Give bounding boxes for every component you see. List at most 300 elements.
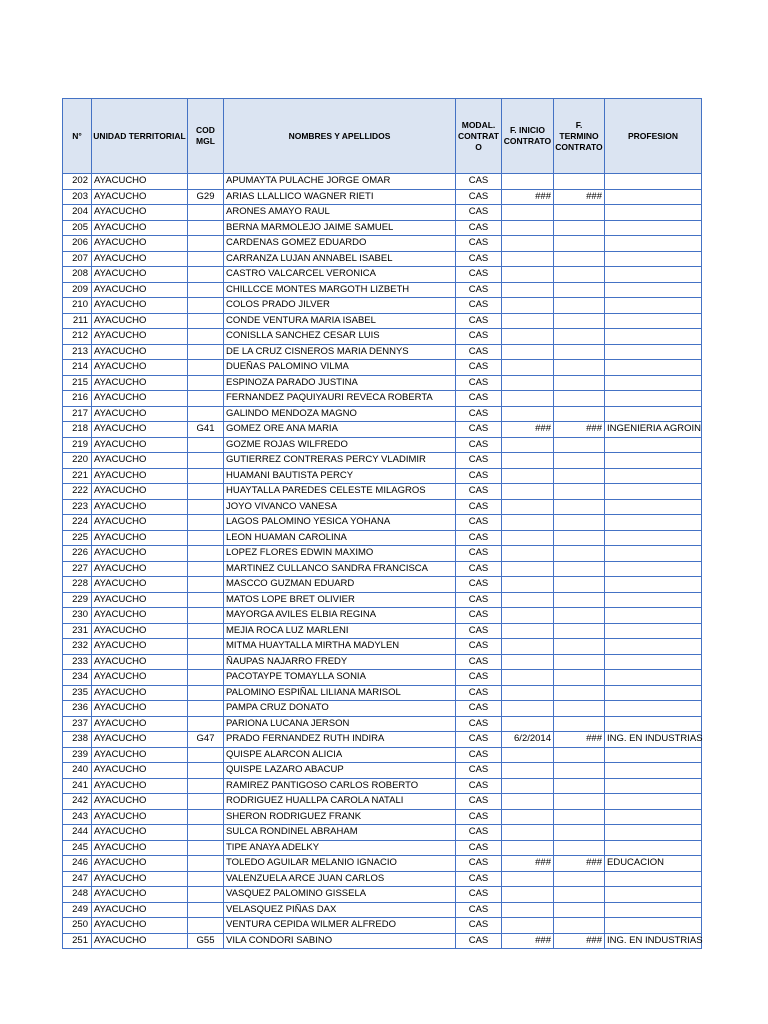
cell-nombre: CARRANZA LUJAN ANNABEL ISABEL xyxy=(224,251,456,267)
cell-fecha-termino xyxy=(554,236,605,252)
cell-number: 251 xyxy=(63,933,92,949)
cell-cod-mgl xyxy=(188,391,224,407)
cell-fecha-termino xyxy=(554,391,605,407)
cell-number: 235 xyxy=(63,685,92,701)
cell-fecha-inicio: 6/2/2014 xyxy=(502,732,554,748)
cell-fecha-inicio xyxy=(502,313,554,329)
table-row xyxy=(63,453,702,469)
table-row xyxy=(63,220,702,236)
cell-unidad: AYACUCHO xyxy=(92,902,188,918)
cell-number: 202 xyxy=(63,174,92,190)
cell-number: 221 xyxy=(63,468,92,484)
cell-fecha-termino xyxy=(554,375,605,391)
col-header-n: N° xyxy=(63,99,92,174)
cell-modalidad: CAS xyxy=(456,267,502,283)
cell-nombre: HUAYTALLA PAREDES CELESTE MILAGROS xyxy=(224,484,456,500)
cell-fecha-termino xyxy=(554,406,605,422)
cell-modalidad: CAS xyxy=(456,856,502,872)
cell-fecha-termino: ### xyxy=(554,732,605,748)
cell-nombre: PARIONA LUCANA JERSON xyxy=(224,716,456,732)
cell-number: 228 xyxy=(63,577,92,593)
cell-nombre: SHERON RODRIGUEZ FRANK xyxy=(224,809,456,825)
cell-cod-mgl xyxy=(188,220,224,236)
col-header-termino: F. TERMINO CONTRATO xyxy=(554,99,605,174)
cell-modalidad: CAS xyxy=(456,732,502,748)
cell-fecha-termino xyxy=(554,840,605,856)
cell-fecha-termino xyxy=(554,701,605,717)
cell-fecha-inicio xyxy=(502,530,554,546)
cell-number: 241 xyxy=(63,778,92,794)
cell-profesion xyxy=(605,747,702,763)
cell-modalidad: CAS xyxy=(456,530,502,546)
cell-fecha-inicio xyxy=(502,515,554,531)
cell-number: 246 xyxy=(63,856,92,872)
cell-fecha-inicio xyxy=(502,174,554,190)
cell-cod-mgl xyxy=(188,654,224,670)
table-row xyxy=(63,763,702,779)
cell-nombre: VILA CONDORI SABINO xyxy=(224,933,456,949)
cell-number: 240 xyxy=(63,763,92,779)
cell-cod-mgl xyxy=(188,437,224,453)
cell-fecha-termino: ### xyxy=(554,422,605,438)
cell-cod-mgl xyxy=(188,406,224,422)
cell-fecha-inicio xyxy=(502,871,554,887)
table-row xyxy=(63,871,702,887)
col-header-modal: MODAL. CONTRAT O xyxy=(456,99,502,174)
table-row xyxy=(63,313,702,329)
cell-nombre: LEON HUAMAN CAROLINA xyxy=(224,530,456,546)
cell-fecha-inicio xyxy=(502,468,554,484)
cell-nombre: TOLEDO AGUILAR MELANIO IGNACIO xyxy=(224,856,456,872)
cell-unidad: AYACUCHO xyxy=(92,406,188,422)
cell-unidad: AYACUCHO xyxy=(92,856,188,872)
cell-fecha-inicio xyxy=(502,918,554,934)
cell-fecha-termino xyxy=(554,918,605,934)
cell-fecha-termino: ### xyxy=(554,189,605,205)
cell-fecha-inicio xyxy=(502,608,554,624)
cell-fecha-inicio xyxy=(502,654,554,670)
cell-unidad: AYACUCHO xyxy=(92,561,188,577)
cell-number: 234 xyxy=(63,670,92,686)
cell-fecha-termino xyxy=(554,763,605,779)
cell-profesion xyxy=(605,267,702,283)
cell-profesion xyxy=(605,778,702,794)
cell-profesion: EDUCACION xyxy=(605,856,702,872)
table-row xyxy=(63,422,702,438)
table-row xyxy=(63,236,702,252)
cell-cod-mgl xyxy=(188,887,224,903)
cell-nombre: GUTIERREZ CONTRERAS PERCY VLADIMIR xyxy=(224,453,456,469)
cell-nombre: LAGOS PALOMINO YESICA YOHANA xyxy=(224,515,456,531)
cell-fecha-inicio xyxy=(502,701,554,717)
cell-fecha-inicio xyxy=(502,205,554,221)
cell-profesion xyxy=(605,763,702,779)
cell-modalidad: CAS xyxy=(456,236,502,252)
cell-fecha-termino xyxy=(554,329,605,345)
cell-fecha-termino xyxy=(554,515,605,531)
cell-cod-mgl xyxy=(188,577,224,593)
table-row xyxy=(63,530,702,546)
col-header-cod: COD MGL xyxy=(188,99,224,174)
cell-modalidad: CAS xyxy=(456,701,502,717)
cell-unidad: AYACUCHO xyxy=(92,298,188,314)
table-row xyxy=(63,251,702,267)
cell-modalidad: CAS xyxy=(456,329,502,345)
cell-fecha-inicio xyxy=(502,623,554,639)
cell-nombre: MITMA HUAYTALLA MIRTHA MADYLEN xyxy=(224,639,456,655)
table-row xyxy=(63,437,702,453)
cell-nombre: ÑAUPAS NAJARRO FREDY xyxy=(224,654,456,670)
cell-profesion xyxy=(605,499,702,515)
cell-profesion xyxy=(605,189,702,205)
table-row xyxy=(63,670,702,686)
cell-nombre: GOZME ROJAS WILFREDO xyxy=(224,437,456,453)
cell-number: 206 xyxy=(63,236,92,252)
col-header-profesion: PROFESION xyxy=(605,99,702,174)
cell-number: 233 xyxy=(63,654,92,670)
table-row xyxy=(63,577,702,593)
cell-number: 232 xyxy=(63,639,92,655)
cell-fecha-termino xyxy=(554,251,605,267)
table-row xyxy=(63,608,702,624)
cell-number: 229 xyxy=(63,592,92,608)
cell-unidad: AYACUCHO xyxy=(92,778,188,794)
table-row xyxy=(63,933,702,949)
cell-fecha-termino xyxy=(554,639,605,655)
cell-cod-mgl xyxy=(188,453,224,469)
table-row xyxy=(63,732,702,748)
cell-nombre: SULCA RONDINEL ABRAHAM xyxy=(224,825,456,841)
cell-unidad: AYACUCHO xyxy=(92,685,188,701)
table-row xyxy=(63,685,702,701)
cell-nombre: VASQUEZ PALOMINO GISSELA xyxy=(224,887,456,903)
cell-fecha-inicio xyxy=(502,251,554,267)
cell-fecha-termino xyxy=(554,902,605,918)
cell-cod-mgl xyxy=(188,623,224,639)
cell-unidad: AYACUCHO xyxy=(92,329,188,345)
cell-fecha-inicio xyxy=(502,546,554,562)
cell-number: 224 xyxy=(63,515,92,531)
cell-modalidad: CAS xyxy=(456,174,502,190)
cell-unidad: AYACUCHO xyxy=(92,825,188,841)
cell-fecha-inicio: ### xyxy=(502,933,554,949)
cell-profesion xyxy=(605,608,702,624)
cell-unidad: AYACUCHO xyxy=(92,701,188,717)
table-row xyxy=(63,329,702,345)
cell-number: 207 xyxy=(63,251,92,267)
cell-cod-mgl xyxy=(188,871,224,887)
cell-number: 213 xyxy=(63,344,92,360)
cell-cod-mgl xyxy=(188,360,224,376)
cell-fecha-termino xyxy=(554,561,605,577)
cell-fecha-termino xyxy=(554,344,605,360)
cell-nombre: PALOMINO ESPIÑAL LILIANA MARISOL xyxy=(224,685,456,701)
table-row xyxy=(63,623,702,639)
cell-cod-mgl xyxy=(188,236,224,252)
cell-number: 219 xyxy=(63,437,92,453)
cell-cod-mgl xyxy=(188,856,224,872)
cell-number: 214 xyxy=(63,360,92,376)
table-row xyxy=(63,484,702,500)
cell-profesion xyxy=(605,887,702,903)
cell-fecha-inicio xyxy=(502,360,554,376)
cell-cod-mgl xyxy=(188,639,224,655)
cell-modalidad: CAS xyxy=(456,437,502,453)
cell-unidad: AYACUCHO xyxy=(92,716,188,732)
cell-modalidad: CAS xyxy=(456,220,502,236)
cell-number: 204 xyxy=(63,205,92,221)
cell-cod-mgl xyxy=(188,608,224,624)
cell-nombre: PACOTAYPE TOMAYLLA SONIA xyxy=(224,670,456,686)
cell-nombre: CASTRO VALCARCEL VERONICA xyxy=(224,267,456,283)
table-row xyxy=(63,561,702,577)
cell-profesion xyxy=(605,468,702,484)
cell-fecha-termino xyxy=(554,623,605,639)
cell-modalidad: CAS xyxy=(456,887,502,903)
cell-nombre: MAYORGA AVILES ELBIA REGINA xyxy=(224,608,456,624)
cell-unidad: AYACUCHO xyxy=(92,422,188,438)
cell-modalidad: CAS xyxy=(456,902,502,918)
cell-number: 203 xyxy=(63,189,92,205)
cell-number: 227 xyxy=(63,561,92,577)
cell-unidad: AYACUCHO xyxy=(92,174,188,190)
cell-unidad: AYACUCHO xyxy=(92,639,188,655)
cell-fecha-inicio xyxy=(502,639,554,655)
cell-cod-mgl: G55 xyxy=(188,933,224,949)
cell-unidad: AYACUCHO xyxy=(92,220,188,236)
cell-profesion xyxy=(605,623,702,639)
cell-number: 247 xyxy=(63,871,92,887)
cell-number: 220 xyxy=(63,453,92,469)
cell-cod-mgl xyxy=(188,561,224,577)
cell-profesion xyxy=(605,298,702,314)
cell-fecha-termino xyxy=(554,778,605,794)
cell-nombre: DUEÑAS PALOMINO VILMA xyxy=(224,360,456,376)
table-row xyxy=(63,546,702,562)
cell-number: 237 xyxy=(63,716,92,732)
cell-cod-mgl xyxy=(188,716,224,732)
cell-nombre: ESPINOZA PARADO JUSTINA xyxy=(224,375,456,391)
cell-number: 209 xyxy=(63,282,92,298)
cell-unidad: AYACUCHO xyxy=(92,887,188,903)
cell-unidad: AYACUCHO xyxy=(92,360,188,376)
cell-number: 212 xyxy=(63,329,92,345)
cell-profesion xyxy=(605,902,702,918)
cell-nombre: TIPE ANAYA ADELKY xyxy=(224,840,456,856)
cell-cod-mgl xyxy=(188,174,224,190)
cell-number: 211 xyxy=(63,313,92,329)
cell-fecha-termino xyxy=(554,577,605,593)
cell-number: 248 xyxy=(63,887,92,903)
cell-fecha-inicio xyxy=(502,670,554,686)
cell-number: 243 xyxy=(63,809,92,825)
cell-fecha-inicio xyxy=(502,236,554,252)
cell-modalidad: CAS xyxy=(456,205,502,221)
cell-modalidad: CAS xyxy=(456,763,502,779)
cell-profesion xyxy=(605,205,702,221)
cell-fecha-termino xyxy=(554,530,605,546)
cell-number: 230 xyxy=(63,608,92,624)
cell-number: 242 xyxy=(63,794,92,810)
cell-nombre: MASCCO GUZMAN EDUARD xyxy=(224,577,456,593)
cell-fecha-termino xyxy=(554,592,605,608)
cell-modalidad: CAS xyxy=(456,282,502,298)
cell-unidad: AYACUCHO xyxy=(92,670,188,686)
cell-unidad: AYACUCHO xyxy=(92,732,188,748)
cell-unidad: AYACUCHO xyxy=(92,484,188,500)
table-row xyxy=(63,856,702,872)
cell-cod-mgl xyxy=(188,825,224,841)
table-row xyxy=(63,298,702,314)
table-row xyxy=(63,902,702,918)
cell-fecha-inicio xyxy=(502,716,554,732)
cell-nombre: CARDENAS GOMEZ EDUARDO xyxy=(224,236,456,252)
cell-unidad: AYACUCHO xyxy=(92,313,188,329)
table-row xyxy=(63,205,702,221)
cell-profesion xyxy=(605,654,702,670)
cell-fecha-termino xyxy=(554,282,605,298)
table-row xyxy=(63,499,702,515)
cell-nombre: ARIAS LLALLICO WAGNER RIETI xyxy=(224,189,456,205)
cell-nombre: RODRIGUEZ HUALLPA CAROLA NATALI xyxy=(224,794,456,810)
cell-nombre: MATOS LOPE BRET OLIVIER xyxy=(224,592,456,608)
cell-fecha-termino xyxy=(554,499,605,515)
cell-modalidad: CAS xyxy=(456,468,502,484)
cell-cod-mgl xyxy=(188,794,224,810)
cell-nombre: CONISLLA SANCHEZ CESAR LUIS xyxy=(224,329,456,345)
cell-profesion: ING. EN INDUSTRIAS xyxy=(605,933,702,949)
cell-unidad: AYACUCHO xyxy=(92,375,188,391)
cell-modalidad: CAS xyxy=(456,251,502,267)
cell-modalidad: CAS xyxy=(456,422,502,438)
cell-fecha-termino xyxy=(554,794,605,810)
cell-fecha-inicio: ### xyxy=(502,856,554,872)
cell-unidad: AYACUCHO xyxy=(92,763,188,779)
cell-cod-mgl xyxy=(188,763,224,779)
cell-fecha-inicio xyxy=(502,344,554,360)
cell-modalidad: CAS xyxy=(456,484,502,500)
cell-fecha-termino xyxy=(554,468,605,484)
cell-cod-mgl: G29 xyxy=(188,189,224,205)
cell-modalidad: CAS xyxy=(456,499,502,515)
cell-number: 208 xyxy=(63,267,92,283)
cell-cod-mgl xyxy=(188,282,224,298)
cell-cod-mgl xyxy=(188,918,224,934)
cell-nombre: CONDE VENTURA MARIA ISABEL xyxy=(224,313,456,329)
table-row xyxy=(63,809,702,825)
cell-modalidad: CAS xyxy=(456,654,502,670)
cell-fecha-termino xyxy=(554,716,605,732)
cell-number: 244 xyxy=(63,825,92,841)
cell-nombre: LOPEZ FLORES EDWIN MAXIMO xyxy=(224,546,456,562)
cell-cod-mgl xyxy=(188,530,224,546)
cell-nombre: HUAMANI BAUTISTA PERCY xyxy=(224,468,456,484)
cell-modalidad: CAS xyxy=(456,825,502,841)
cell-fecha-termino xyxy=(554,654,605,670)
cell-profesion xyxy=(605,592,702,608)
cell-nombre: JOYO VIVANCO VANESA xyxy=(224,499,456,515)
cell-profesion: ING. EN INDUSTRIAS xyxy=(605,732,702,748)
cell-modalidad: CAS xyxy=(456,608,502,624)
cell-modalidad: CAS xyxy=(456,592,502,608)
table-row xyxy=(63,406,702,422)
cell-cod-mgl xyxy=(188,701,224,717)
cell-number: 249 xyxy=(63,902,92,918)
cell-profesion xyxy=(605,391,702,407)
cell-unidad: AYACUCHO xyxy=(92,794,188,810)
cell-unidad: AYACUCHO xyxy=(92,468,188,484)
cell-modalidad: CAS xyxy=(456,933,502,949)
cell-modalidad: CAS xyxy=(456,375,502,391)
table-row xyxy=(63,747,702,763)
cell-number: 222 xyxy=(63,484,92,500)
table-row xyxy=(63,360,702,376)
cell-fecha-inicio xyxy=(502,298,554,314)
cell-fecha-termino: ### xyxy=(554,933,605,949)
cell-nombre: GOMEZ ORE ANA MARIA xyxy=(224,422,456,438)
cell-fecha-inicio xyxy=(502,375,554,391)
cell-profesion xyxy=(605,515,702,531)
cell-nombre: DE LA CRUZ CISNEROS MARIA DENNYS xyxy=(224,344,456,360)
cell-number: 215 xyxy=(63,375,92,391)
cell-fecha-inicio xyxy=(502,220,554,236)
table-row xyxy=(63,840,702,856)
cell-fecha-inicio xyxy=(502,747,554,763)
cell-unidad: AYACUCHO xyxy=(92,747,188,763)
cell-unidad: AYACUCHO xyxy=(92,499,188,515)
cell-cod-mgl xyxy=(188,840,224,856)
cell-modalidad: CAS xyxy=(456,716,502,732)
cell-modalidad: CAS xyxy=(456,623,502,639)
cell-number: 210 xyxy=(63,298,92,314)
cell-modalidad: CAS xyxy=(456,778,502,794)
cell-unidad: AYACUCHO xyxy=(92,623,188,639)
cell-profesion xyxy=(605,329,702,345)
cell-profesion xyxy=(605,313,702,329)
cell-unidad: AYACUCHO xyxy=(92,251,188,267)
cell-fecha-termino xyxy=(554,608,605,624)
cell-cod-mgl xyxy=(188,670,224,686)
cell-profesion xyxy=(605,809,702,825)
cell-cod-mgl xyxy=(188,546,224,562)
cell-profesion xyxy=(605,577,702,593)
table-row xyxy=(63,515,702,531)
cell-nombre: COLOS PRADO JILVER xyxy=(224,298,456,314)
cell-unidad: AYACUCHO xyxy=(92,453,188,469)
cell-profesion xyxy=(605,375,702,391)
cell-profesion xyxy=(605,530,702,546)
cell-fecha-inicio: ### xyxy=(502,422,554,438)
table-row xyxy=(63,654,702,670)
table-row xyxy=(63,189,702,205)
cell-nombre: QUISPE LAZARO ABACUP xyxy=(224,763,456,779)
cell-profesion xyxy=(605,825,702,841)
table-row xyxy=(63,267,702,283)
table-row xyxy=(63,716,702,732)
cell-number: 217 xyxy=(63,406,92,422)
table-row xyxy=(63,375,702,391)
cell-modalidad: CAS xyxy=(456,313,502,329)
cell-unidad: AYACUCHO xyxy=(92,515,188,531)
cell-profesion xyxy=(605,670,702,686)
cell-unidad: AYACUCHO xyxy=(92,391,188,407)
cell-cod-mgl xyxy=(188,267,224,283)
cell-fecha-inicio xyxy=(502,267,554,283)
cell-cod-mgl xyxy=(188,592,224,608)
cell-nombre: ARONES AMAYO RAUL xyxy=(224,205,456,221)
cell-number: 216 xyxy=(63,391,92,407)
cell-modalidad: CAS xyxy=(456,298,502,314)
